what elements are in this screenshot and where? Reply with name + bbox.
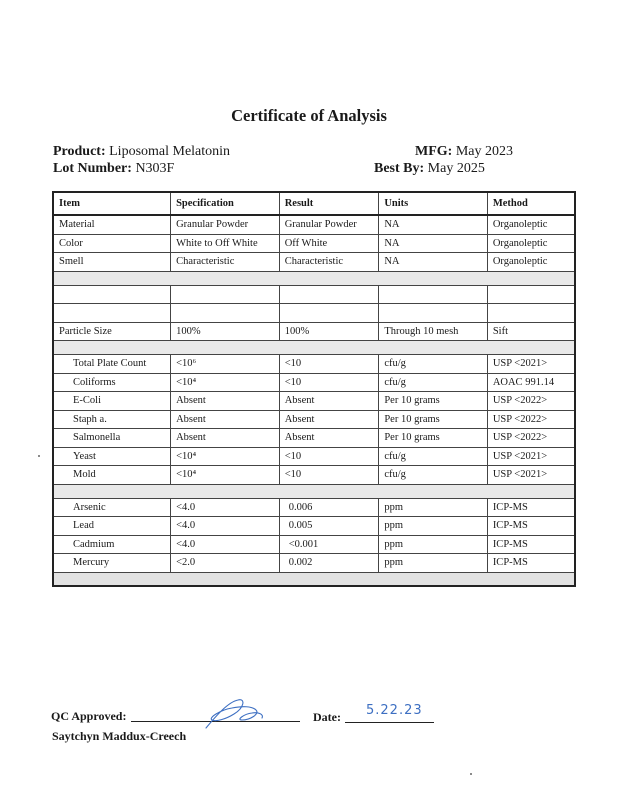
cell-result: 100%: [279, 322, 379, 341]
product-value: Liposomal Melatonin: [109, 144, 231, 159]
scan-speck: [470, 773, 472, 775]
cell-units: Per 10 grams: [379, 429, 487, 448]
table-row: [53, 355, 575, 374]
cell-method: Sift: [487, 322, 575, 341]
cell-spec: <4.0: [171, 498, 280, 517]
cell-item: Coliforms: [53, 373, 171, 392]
cell-item: Mold: [53, 466, 171, 485]
mfg-value: May 2023: [455, 144, 513, 159]
cell-result: Absent: [279, 429, 379, 448]
cell-item: Color: [53, 234, 171, 253]
cell-item: Mercury: [53, 554, 171, 573]
cell-units: NA: [379, 234, 487, 253]
cell-item: Arsenic: [53, 498, 171, 517]
header-result: Result: [279, 192, 379, 215]
cell-item: Material: [53, 215, 171, 234]
table-row: [53, 517, 575, 536]
separator-row: [53, 484, 575, 498]
cell-spec: <4.0: [171, 535, 280, 554]
cell-units: NA: [379, 215, 487, 234]
table-row: [53, 466, 575, 485]
date-label: Date:: [313, 710, 341, 724]
cell-units: cfu/g: [379, 466, 487, 485]
cell-item: Staph a.: [53, 410, 171, 429]
best-by-value: May 2025: [427, 161, 485, 176]
cell-method: ICP-MS: [487, 517, 575, 536]
cell-method: USP <2021>: [487, 447, 575, 466]
cell-units: ppm: [379, 517, 487, 536]
cell-spec: <10⁴: [171, 466, 280, 485]
table-row: [53, 535, 575, 554]
cell-result: 0.002: [279, 554, 379, 573]
product-info: [53, 143, 230, 177]
table-row: [53, 373, 575, 392]
cell-units: NA: [379, 253, 487, 272]
cell-result: Granular Powder: [279, 215, 379, 234]
cell-result: Absent: [279, 392, 379, 411]
lot-label: Lot Number:: [53, 161, 132, 176]
cell-spec: <10⁴: [171, 447, 280, 466]
cell-spec: Characteristic: [171, 253, 280, 272]
cell-item: Particle Size: [53, 322, 171, 341]
cell-units: Per 10 grams: [379, 410, 487, 429]
cell-spec: <2.0: [171, 554, 280, 573]
table-row: [53, 447, 575, 466]
cell-units: Per 10 grams: [379, 392, 487, 411]
table-row: [53, 215, 575, 234]
cell-result: Characteristic: [279, 253, 379, 272]
cell-item: E-Coli: [53, 392, 171, 411]
table-row: [53, 498, 575, 517]
table-row: [53, 410, 575, 429]
cell-method: USP <2022>: [487, 410, 575, 429]
cell-method: ICP-MS: [487, 535, 575, 554]
date-info: [374, 143, 513, 177]
cell-result: 0.006: [279, 498, 379, 517]
cell-method: USP <2021>: [487, 466, 575, 485]
cell-method: Organoleptic: [487, 234, 575, 253]
header-item: Item: [53, 192, 171, 215]
cell-result: <10: [279, 373, 379, 392]
product-label: Product:: [53, 144, 106, 159]
cell-spec: <10⁶: [171, 355, 280, 374]
cell-method: USP <2022>: [487, 429, 575, 448]
blank-row: [53, 304, 575, 323]
cell-item: Lead: [53, 517, 171, 536]
cell-units: ppm: [379, 498, 487, 517]
blank-row: [53, 285, 575, 304]
header-method: Method: [487, 192, 575, 215]
scan-speck: [38, 455, 40, 457]
table-row: [53, 429, 575, 448]
cell-spec: Absent: [171, 429, 280, 448]
separator-row: [53, 271, 575, 285]
cell-spec: 100%: [171, 322, 280, 341]
cell-units: cfu/g: [379, 373, 487, 392]
cell-spec: Absent: [171, 410, 280, 429]
analysis-table: [52, 191, 576, 587]
cell-method: USP <2022>: [487, 392, 575, 411]
cell-units: ppm: [379, 535, 487, 554]
cell-result: <10: [279, 355, 379, 374]
cell-method: USP <2021>: [487, 355, 575, 374]
table-row: [53, 554, 575, 573]
date-line: [345, 722, 434, 723]
header-units: Units: [379, 192, 487, 215]
cell-result: <10: [279, 447, 379, 466]
cell-result: 0.005: [279, 517, 379, 536]
mfg-label: MFG:: [415, 144, 453, 159]
cell-spec: Granular Powder: [171, 215, 280, 234]
table-row: [53, 234, 575, 253]
table-row: [53, 253, 575, 272]
cell-units: cfu/g: [379, 447, 487, 466]
cell-item: Salmonella: [53, 429, 171, 448]
cell-spec: <10⁴: [171, 373, 280, 392]
signature-mark: [198, 694, 270, 734]
cell-item: Cadmium: [53, 535, 171, 554]
footer-shaded-row: [53, 572, 575, 586]
cell-result: <10: [279, 466, 379, 485]
cell-units: Through 10 mesh: [379, 322, 487, 341]
table-header-row: [53, 192, 575, 215]
cell-item: Yeast: [53, 447, 171, 466]
cell-spec: White to Off White: [171, 234, 280, 253]
cell-item: Total Plate Count: [53, 355, 171, 374]
lot-value: N303F: [135, 161, 175, 176]
cell-method: ICP-MS: [487, 554, 575, 573]
document-title: Certificate of Analysis: [231, 106, 387, 125]
signer-name: Saytchyn Maddux-Creech: [52, 729, 187, 743]
header-specification: Specification: [171, 192, 280, 215]
cell-spec: Absent: [171, 392, 280, 411]
best-by-label: Best By:: [374, 161, 425, 176]
table-row: [53, 392, 575, 411]
cell-result: Absent: [279, 410, 379, 429]
qc-approved-label: QC Approved:: [51, 709, 127, 723]
cell-method: AOAC 991.14: [487, 373, 575, 392]
cell-method: Organoleptic: [487, 253, 575, 272]
table-row: [53, 322, 575, 341]
cell-result: Off White: [279, 234, 379, 253]
cell-spec: <4.0: [171, 517, 280, 536]
cell-method: Organoleptic: [487, 215, 575, 234]
cell-result: <0.001: [279, 535, 379, 554]
cell-item: Smell: [53, 253, 171, 272]
separator-row: [53, 341, 575, 355]
cell-method: ICP-MS: [487, 498, 575, 517]
cell-units: ppm: [379, 554, 487, 573]
handwritten-date: 5.22.23: [366, 703, 423, 718]
cell-units: cfu/g: [379, 355, 487, 374]
